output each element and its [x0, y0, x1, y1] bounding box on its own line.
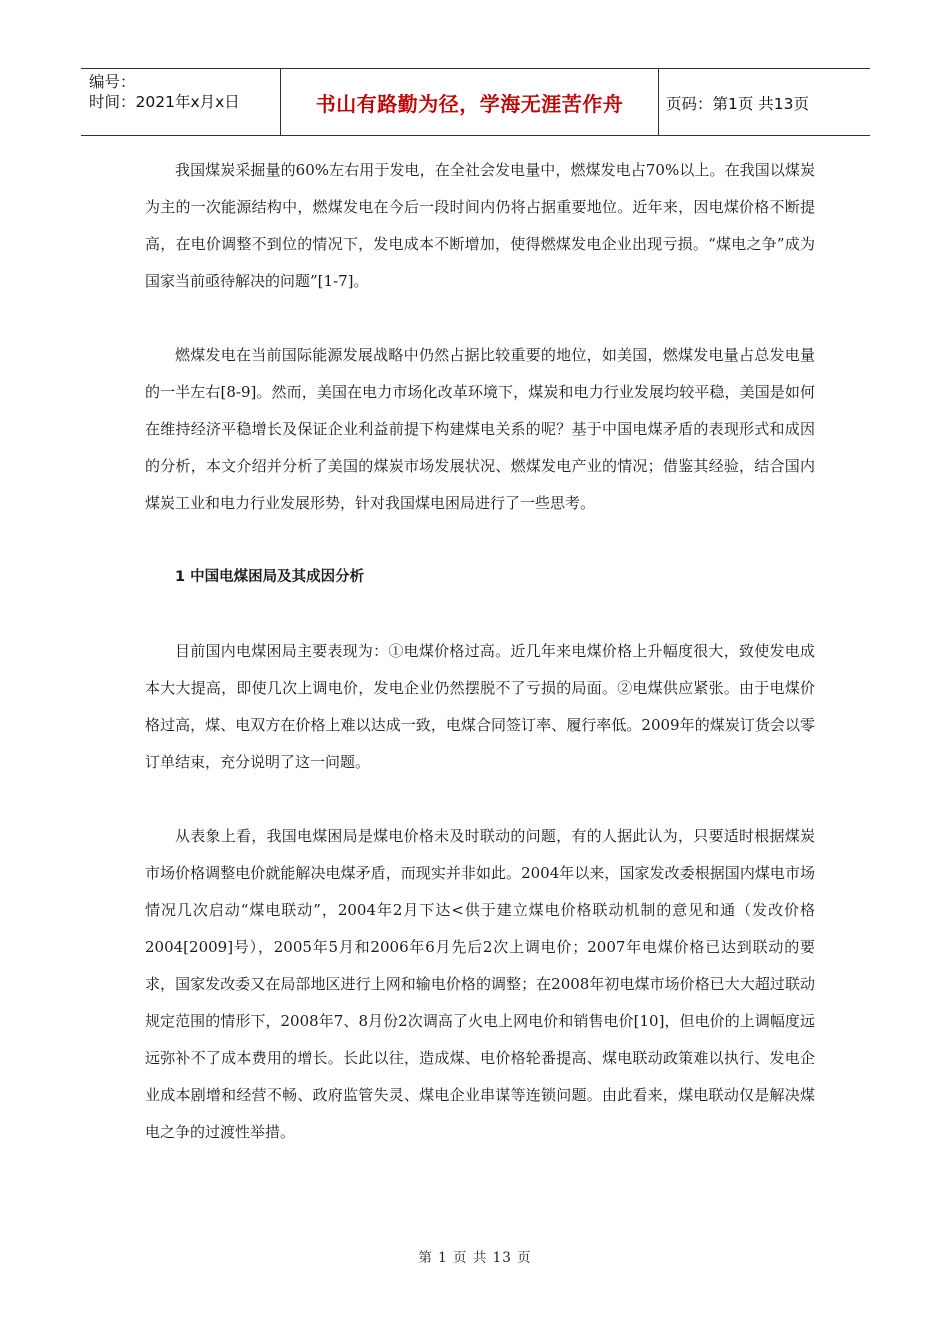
section-paragraph-1: 目前国内电煤困局主要表现为：①电煤价格过高。近几年来电煤价格上升幅度很大，致使发电成本大大提高，即使几次上调电价，发电企业仍然摆脱不了亏损的局面。②电煤供应紧张。由于电煤价格过高，煤、电双方在价格上难以达成一致，电煤合同签订率、履行率低。2009年的煤炭订货会以零订单结束，充分说明了这一问题。: [145, 642, 815, 771]
intro-paragraph-2: 燃煤发电在当前国际能源发展战略中仍然占据比较重要的地位，如美国，燃煤发电量占总发电量的一半左右[8-9]。然而，美国在电力市场化改革环境下，煤炭和电力行业发展均较平稳，美国是如何在维持经济平稳增长及保证企业利益前提下构建煤电关系的呢？基于中国电煤矛盾的表现形式和成因的分析，本文介绍并分析了美国的煤炭市场发展状况、燃煤发电产业的情况；借鉴其经验，结合国内煤炭工业和电力行业发展形势，针对我国煤电困局进行了一些思考。: [145, 346, 815, 512]
intro-paragraph-1: 我国煤炭采掘量的60%左右用于发电，在全社会发电量中，燃煤发电占70%以上。在我国以煤炭为主的一次能源结构中，燃煤发电在今后一段时间内仍将占据重要地位。近年来，因电煤价格不断提高，在电价调整不到位的情况下，发电成本不断增加，使得燃煤发电企业出现亏损。“煤电之争”成为国家当前亟待解决的问题”[1-7]。: [145, 161, 815, 290]
header-divider-right: [658, 69, 659, 135]
section-paragraph-2: 从表象上看，我国电煤困局是煤电价格未及时联动的问题，有的人据此认为，只要适时根据煤炭市场价格调整电价就能解决电煤矛盾，而现实并非如此。2004年以来，国家发改委根据国内煤电市场情况几次启动“煤电联动”，2004年2月下达<供于建立煤电价格联动机制的意见和通（发改价格 2004[2009]号），2005年5月和2006年6月先后2次上调电价；2007年电煤价格已达到联动的要求，国家发改委又在局部地区进行上网和输电价格的调整；在2008年初电煤市场价格已大大超过联动规定范围的情形下，2008年7、8月份2次调高了火电上网电价和销售电价[10]，但电价的上调幅度远远弥补不了成本费用的增长。长此以往，造成煤、电价格轮番提高、煤电联动政策难以执行、发电企业成本剧增和经营不畅、政府监管失灵、煤电企业串谋等连锁问题。由此看来，煤电联动仅是解决煤电之争的过渡性举措。: [145, 827, 815, 1141]
header-motto: 书山有路勤为径，学海无涯苦作舟: [315, 92, 624, 116]
document-body: [145, 152, 815, 1188]
header-page-info: 页码：第1页 共13页: [666, 94, 810, 113]
document-number-label: 编号：: [89, 73, 136, 91]
header-meta: [89, 72, 279, 112]
page-footer: 第 1 页 共 13 页: [418, 1250, 532, 1266]
page-header: [81, 68, 870, 136]
section-heading: 1 中国电煤困局及其成因分析: [175, 569, 365, 585]
document-time-label: 时间：2021年x月x日: [89, 93, 240, 111]
